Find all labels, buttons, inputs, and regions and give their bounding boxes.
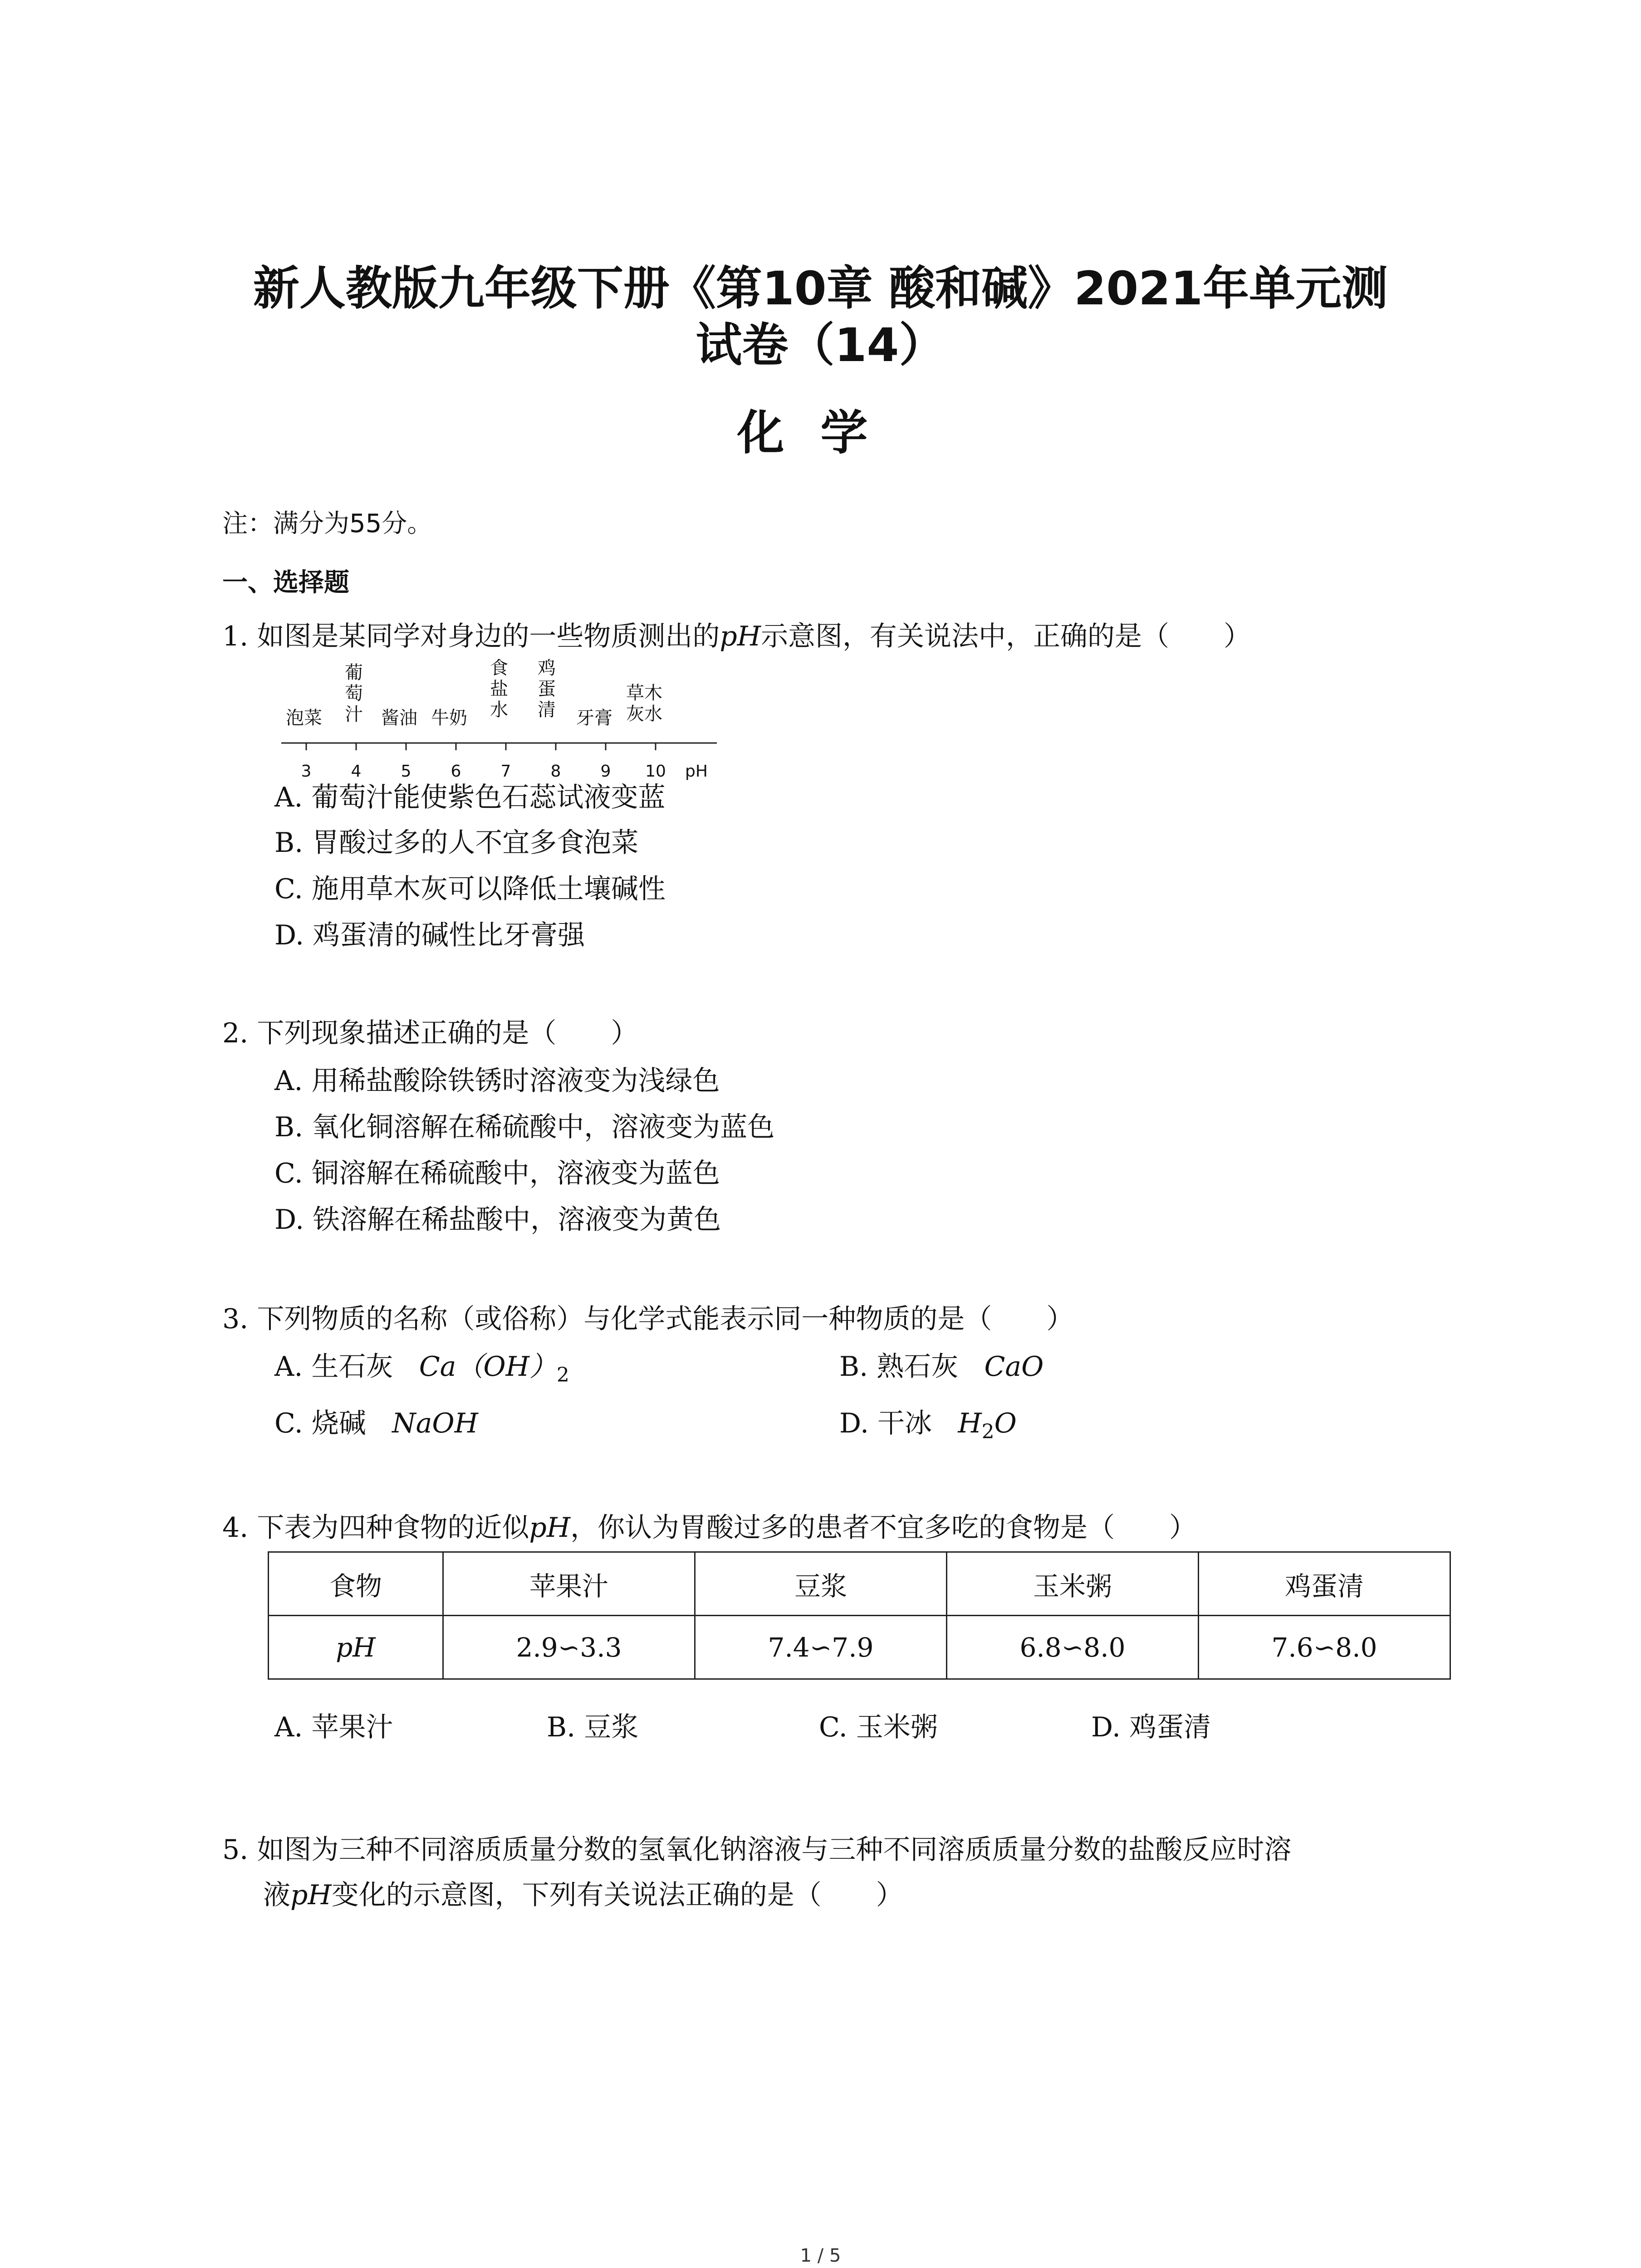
question-4-option-c: C. 玉米粥 <box>819 1711 938 1743</box>
ph-item-pickle: 泡菜 <box>286 708 322 728</box>
table-cell: 6.8∽8.0 <box>947 1616 1199 1679</box>
question-1-stem <box>222 615 1251 654</box>
question-1-text-b: 示意图，有关说法中，正确的是（ ） <box>761 621 1251 652</box>
question-5-stem-line2 <box>263 1873 903 1912</box>
table-cell: 7.4∽7.9 <box>695 1616 947 1679</box>
ph-tick-label: 4 <box>351 762 362 781</box>
question-3-option-d-formula-o: O <box>994 1408 1017 1439</box>
table-row-label: pH <box>269 1616 443 1679</box>
question-2-option-d: D. 铁溶解在稀盐酸中，溶液变为黄色 <box>274 1204 721 1236</box>
question-1-option-a: A. 葡萄汁能使紫色石蕊试液变蓝 <box>274 782 666 813</box>
ph-tick-label: 7 <box>500 762 511 781</box>
ph-tick-label: 6 <box>451 762 461 781</box>
ph-item-milk: 牛奶 <box>431 708 467 728</box>
question-4-option-d: D. 鸡蛋清 <box>1091 1711 1211 1743</box>
question-3-option-d-formula-h: H <box>958 1408 982 1439</box>
ph-axis-unit: pH <box>685 762 708 781</box>
question-5-text-a: 液 <box>263 1879 290 1911</box>
ph-tick-label: 3 <box>301 762 312 781</box>
question-3-option-d-subscript: 2 <box>981 1420 994 1443</box>
food-ph-table <box>268 1551 1451 1680</box>
ph-item-grape-juice: 葡 萄 汁 <box>345 662 363 725</box>
ph-item-egg-white: 鸡 蛋 清 <box>538 658 556 720</box>
table-cell: 2.9∽3.3 <box>443 1616 695 1679</box>
ph-axis <box>272 739 726 758</box>
question-3-option-c-formula: NaOH <box>392 1408 478 1439</box>
question-4-ph: pH <box>529 1512 571 1544</box>
question-3-option-a-subscript: 2 <box>556 1364 569 1387</box>
table-header-cell: 食物 <box>269 1552 443 1616</box>
question-4-text-a: 4. 下表为四种食物的近似 <box>222 1512 529 1544</box>
question-4-option-b: B. 豆浆 <box>547 1711 639 1743</box>
question-3-option-a-label: A. 生石灰 <box>274 1351 393 1383</box>
table-row <box>269 1616 1450 1679</box>
page-number: 1 / 5 <box>800 2245 841 2266</box>
question-5-ph: pH <box>290 1879 332 1911</box>
ph-scale-figure <box>272 653 726 789</box>
question-1-option-d: D. 鸡蛋清的碱性比牙膏强 <box>274 919 585 951</box>
table-cell: 7.6∽8.0 <box>1199 1616 1450 1679</box>
table-header-cell: 玉米粥 <box>947 1552 1199 1616</box>
question-3-option-c-label: C. 烧碱 <box>274 1408 366 1439</box>
question-3-option-b-formula: CaO <box>984 1351 1044 1383</box>
subject-title: 化学 <box>737 405 904 460</box>
ph-tick-label: 5 <box>401 762 411 781</box>
ph-item-toothpaste: 牙膏 <box>576 708 612 728</box>
page-title-line2: 试卷（14） <box>696 318 945 372</box>
table-header-cell: 豆浆 <box>695 1552 947 1616</box>
question-1-text-a: 1. 如图是某同学对身边的一些物质测出的 <box>222 621 720 652</box>
score-note: 注：满分为55分。 <box>222 509 433 538</box>
question-1-ph: pH <box>720 621 761 652</box>
table-header-cell: 鸡蛋清 <box>1199 1552 1450 1616</box>
ph-item-soy-sauce: 酱油 <box>381 708 417 728</box>
question-2-stem: 2. 下列现象描述正确的是（ ） <box>222 1017 638 1049</box>
question-2-option-a: A. 用稀盐酸除铁锈时溶液变为浅绿色 <box>274 1065 720 1097</box>
question-2-option-b: B. 氧化铜溶解在稀硫酸中，溶液变为蓝色 <box>274 1111 775 1143</box>
table-header-row <box>269 1552 1450 1616</box>
ph-tick-label: 8 <box>550 762 561 781</box>
question-3-option-d <box>839 1402 1017 1443</box>
question-3-option-b <box>839 1345 1043 1384</box>
question-1-option-c: C. 施用草木灰可以降低土壤碱性 <box>274 873 666 905</box>
question-3-option-d-label: D. 干冰 <box>839 1408 932 1439</box>
section-heading: 一、选择题 <box>222 568 349 597</box>
question-3-option-a <box>274 1345 569 1387</box>
question-3-option-c <box>274 1402 478 1441</box>
question-4-text-b: ，你认为胃酸过多的患者不宜多吃的食物是（ ） <box>570 1512 1197 1544</box>
ph-tick-label: 9 <box>600 762 611 781</box>
ph-item-plant-ash-water: 草木 灰水 <box>626 683 662 724</box>
question-2-option-c: C. 铜溶解在稀硫酸中，溶液变为蓝色 <box>274 1158 720 1189</box>
question-4-option-a: A. 苹果汁 <box>274 1711 393 1743</box>
question-3-option-a-formula: Ca（OH） <box>419 1351 557 1383</box>
question-3-stem: 3. 下列物质的名称（或俗称）与化学式能表示同一种物质的是（ ） <box>222 1303 1074 1335</box>
question-1-option-b: B. 胃酸过多的人不宜多食泡菜 <box>274 827 639 859</box>
page-title: 新人教版九年级下册《第10章 酸和碱》2021年单元测 <box>253 262 1388 316</box>
question-4-stem <box>222 1506 1196 1545</box>
ph-tick-label: 10 <box>645 762 666 781</box>
ph-item-salt-water: 食 盐 水 <box>490 658 508 720</box>
question-5-stem-line1: 5. 如图为三种不同溶质质量分数的氢氧化钠溶液与三种不同溶质质量分数的盐酸反应时溶 <box>222 1834 1292 1866</box>
table-header-cell: 苹果汁 <box>443 1552 695 1616</box>
question-3-option-b-label: B. 熟石灰 <box>839 1351 959 1383</box>
question-5-text-b: 变化的示意图，下列有关说法正确的是（ ） <box>331 1879 903 1911</box>
